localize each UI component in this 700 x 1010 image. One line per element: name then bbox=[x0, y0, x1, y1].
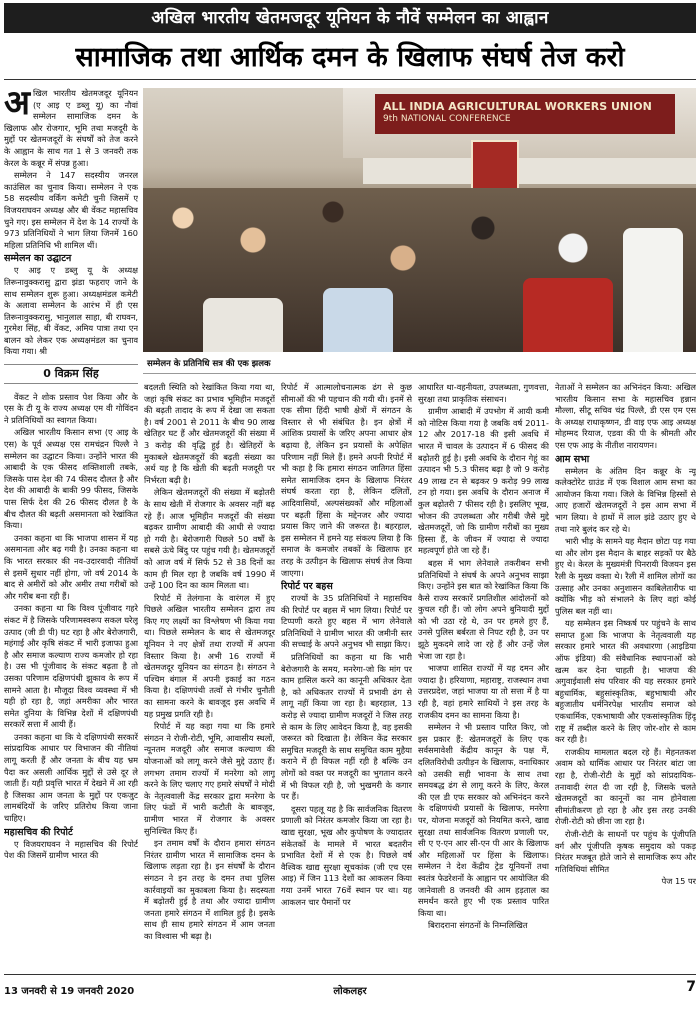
article-paragraph: रिपोर्ट में यह कहा गया था कि हमारे संगठन ने रोजी-रोटी, भूमि, आवासीय स्थलों, न्यूनतम मजदूरी और समाज कल्याण की योजनाओं को लागू करने जैसे मुद्दे उठाए हैं। लगभग तमाम राज्यों में मनरेगा को लागू करने के लिए चलाए गए हमारे संघर्षों ने मोदी के नेतृत्ववाली केंद्र सरकार द्वारा मनरेगा के लिए फंडों में भारी कटौती के बावजूद, ग्रामीण भारत में रोजगार के अवसर सुनिश्चित किए हैं। bbox=[144, 721, 275, 836]
conference-photo bbox=[143, 88, 696, 352]
dais-table bbox=[363, 158, 696, 184]
article-paragraph: सम्मेलन ने 147 सदस्यीय जनरल काउंसिल का चुनाव किया। सम्मेलन ने एक 58 सदस्यीय वर्किंग कमेटी चुनी जिसमें ए विजयराघवन अध्यक्ष और बी वेंकट महासचिव चुने गए। इस सम्मेलन में देश के 14 राज्यों के 973 प्रतिनिधियों ने भाग लिया जिनमें 160 महिला प्रतिनिधि भी शामिल थीं। bbox=[4, 170, 138, 250]
article-paragraph: उनका कहना था कि ये दक्षिणपंथी सरकारें सांप्रदायिक आधार पर विभाजन की नीतियां लागू करती हैं और जनता के बीच यह भ्रम पैदा कर असली आर्थिक मुद्दों से उसे दूर ले जाती हैं। यही प्रवृत्ति भारत में देखने में आ रही है जिसका आम जनता के मुद्दों पर एकजुट लामबंदियों के जरिए प्रतिरोध किया जाना चाहिए। bbox=[4, 731, 138, 824]
subheading: महासचिव की रिपोर्ट bbox=[4, 826, 73, 838]
article-paragraph: उनका कहना था कि भाजपा शासन में यह असमानता और बढ़ गयी है। उनका कहना था कि भारत सरकार की नव-उदारवादी नीतियों से इसमें सुधार नहीं होगा, जो वर्ष 2014 के बाद से अमीरों को और अमीर तथा गरीबों को और गरीब बना रही हैं। bbox=[4, 532, 138, 601]
delegate-figure bbox=[203, 298, 283, 352]
article-column-5 bbox=[555, 382, 696, 966]
article-paragraph: बिरादराना संगठनों के निम्नलिखित bbox=[428, 920, 528, 931]
page-footer bbox=[4, 974, 696, 1006]
article-paragraph: रिपोर्ट में आत्मालोचनात्मक ढंग से कुछ सीमाओं की भी पहचान की गयी थी। इनमें से एक सीमा हिंदी भाषी क्षेत्रों में संगठन के विस्तार से भी संबंधित है। इन क्षेत्रों में आंशिक प्रयासों के जरिए अपना आधार क्षेत्र बढ़ाया है, लेकिन इन प्रयासों के अपेक्षित परिणाम नहीं मिले हैं। हमने अपनी रिपोर्ट में भी कहा है कि हमारा संगठन जातिगत हिंसा समेत सामाजिक दमन के खिलाफ निरंतर संघर्ष करता रहा है, लेकिन दलितों, आदिवासियों, अल्पसंख्यकों और महिलाओं पर बढ़ती हिंसा के मद्देनजर और ज्यादा प्रयास किए जाने की जरूरत है। बहरहाल, इस सम्मेलन में हमने यह संकल्प लिया है कि समाज के कमजोर तबकों के खिलाफ हर तरह के उत्पीड़न के खिलाफ संघर्ष तेज किया जाएगा। bbox=[281, 382, 412, 578]
byline: 0 विक्रम सिंह bbox=[4, 364, 138, 384]
article-paragraph: राज्यों के 35 प्रतिनिधियों ने महासचिव की रिपोर्ट पर बहस में भाग लिया। रिपोर्ट पर टिप्पणी करते हुए बहस में भाग लेनेवाले प्रतिनिधियों ने ग्रामीण भारत की जमीनी स्तर की सच्चाई के अपने अनुभव भी साझा किए। bbox=[281, 593, 412, 650]
article-paragraph: सम्मेलन के अंतिम दिन कन्नूर के न्यू कलेक्टोरेट ग्राउंड में एक विशाल आम सभा का आयोजन किया गया। जिले के विभिन्न हिस्सों से आए हजारों खेतमजदूरों ने इस आम सभा में भाग लिया। वे हाथों में लाल झंडे उठाए हुए थे तथा नारे बुलंद कर रहे थे। bbox=[555, 465, 696, 534]
article-paragraph: इन तमाम वर्षों के दौरान हमारा संगठन निरंतर ग्रामीण भारत में सामाजिक दमन के खिलाफ लड़ता रहा है। इन संघर्षों के दौरान संगठन ने इन तरह के दमन तथा पुलिस कार्रवाइयों का मुकाबला किया है। सदस्यता में बढ़ोतरी हुई है तथा और ज्यादा ग्रामीण जनता हमारे संगठन में शामिल हुई है। इसके साथ ही साथ हमारे संगठन में आम जनता का विश्वास भी बढ़ा है। bbox=[144, 838, 275, 941]
article-paragraph: वेंकट ने शोक प्रस्ताव पेश किया और के एस के टी यू के राज्य अध्यक्ष एम वी गोविंदन ने प्रतिनिधियों का स्वागत किया। bbox=[4, 391, 138, 425]
article-paragraph: अखिल भारतीय किसान सभा (ए आइ के एस) के पूर्व अध्यक्ष एस रामचंद्रन पिल्लै ने सम्मेलन का उद्घाटन किया। उन्होंने भारत की आबादी के एक फीसद शक्तिशाली तबके, जिसके पास देश की 74 फीसद दौलत है और देश की आबादी के बाकी 99 फीसद, जिसके पास सिर्फ देश की 26 फीसद दौलत है के बीच दौलत की बढ़ती असमानता को रेखांकित किया। bbox=[4, 427, 138, 531]
article-paragraph: सम्मेलन ने भी प्रस्ताव पारित किए, जो इस प्रकार हैं: खेतमजदूरों के लिए एक सर्वसमावेशी केंद्रीय कानून के पक्ष में, दलितविरोधी उत्पीड़न के खिलाफ, वनाधिकार को उसकी सही भावना के साथ तथा समयबद्ध ढंग से लागू करने के लिए, केरल की एल डी एफ सरकार को अभिनंदन करने के दक्षिणपंथी प्रयासों के खिलाफ, मनरेगा पर, योजना मजदूरों को नियमित करने, खाद्य सुरक्षा तथा सार्वजनिक वितरण प्रणाली पर, सी ए ए-एन आर सी-एन पी आर के खिलाफ और महिलाओं पर हिंसा के खिलाफ। सम्मेलन ने देश केंद्रीय ट्रेड यूनियनों तथा स्वतंत्र फेडरेशनों के आह्वान पर आयोजित की जानेवाली 8 जनवरी की आम हड़ताल का समर्थन करते हुए भी एक प्रस्ताव पारित किया था। bbox=[418, 722, 549, 918]
article-paragraph: ग्रामीण आबादी में उपभोग में आयी कमी को नोटिस किया गया है जबकि वर्ष 2011-12 और 2017-18 की इसी अवधि में भारत में चावल के उत्पादन में 6 फीसद की बढ़ोतरी हुई है। इसी अवधि के दौरान गेहूं का उत्पादन भी 5.3 फीसद बढ़ा है जो 9 करोड़ 49 लाख टन से बढ़कर 9 करोड़ 99 लाख टन हो गया। इस अवधि के दौरान अनाज में कुल बढ़ोतरी 7 फीसद रही है। इसलिए भूख, भोजन की उपलब्धता और गरीबी जैसे मुद्दे खेतमजदूरों, जो कि ग्रामीण गरीबों का मुख्य हिस्सा हैं, के जीवन में ज्यादा से ज्यादा महत्वपूर्ण होते जा रहे हैं। bbox=[418, 406, 549, 556]
article-paragraph: दूसरा पहलू यह है कि सार्वजनिक वितरण प्रणाली को निरंतर कमजोर किया जा रहा है। खाद्य सुरक्षा, भूख और कुपोषण के ज्यादातर संकेतकों के मामले में भारत बदतरीन प्रभावित देशों में से एक है। पिछले वर्ष वैश्विक खाद्य सुरक्षा सूचकांक (जी एच एस आइ) में जिन 113 देशों का आकलन किया गया उनमें भारत 76वें स्थान पर था। यह आकलन चार पैमानों पर bbox=[281, 803, 412, 907]
article-paragraph: ए विजयराघवन ने महासचिव की रिपोर्ट पेश की जिसमें ग्रामीण भारत की bbox=[4, 838, 138, 861]
article-paragraph: अखिल भारतीय खेतमजदूर यूनियन (ए आइ ए डब्लु यू) का नौवां सम्मेलन सामाजिक दमन के खिलाफ और रोजगार, भूमि तथा मजदूरी के मुद्दों पर खेतमजदूरों के संघर्षों को तेज करने के आह्वान के साथ गत 1 से 3 जनवरी तक केरल के कन्नूर में संपन्न हुआ। bbox=[4, 88, 138, 168]
delegate-figure bbox=[623, 228, 683, 352]
article-paragraph: राजकीय मामलात बदल रहे हैं। मेहनतकश अवाम को धार्मिक आधार पर निरंतर बांटा जा रहा है, रोजी-रोटी के मुद्दों को सांप्रदायिक-तनावादी रंगत दी जा रही है, जिसके चलते खेतमजदूरों का कानूनों का नाम होनेवाला सीमांतीकरण हो रहा है और इस तरह उनकी रोजी-रोटी को छीना जा रहा है। bbox=[555, 746, 696, 827]
article-paragraph: उनका कहना था कि विश्व पूंजीवाद गहरे संकट में है जिसके परिणामस्वरूप सकल घरेलू उत्पाद (जी डी पी) घट रहा है और बेरोजगारी, महंगाई और कृषि संकट में भारी इजाफा हुआ है और समाज कल्याण राज्य कमजोर हो रहा है। उस भी पूंजीवाद के संकट बढ़ता है तो उसका परिणाम दक्षिणपंथी झुकाव के रूप में सामने आता है। मौजूदा विश्व व्यवस्था में भी यही हो रहा है, जहां अमरीका और भारत समेत दुनिया के विभिन्न देशों में दक्षिणपंथी सरकारें सत्ता में आयी हैं। bbox=[4, 603, 138, 730]
article-paragraph: प्रतिनिधियों का कहना था कि भारी बेरोजगारी के समय, मनरेगा-जो कि मांग पर काम हासिल करने का कानूनी अधिकार देता है, को अधिकतर राज्यों में प्रभावी ढंग से लागू नहीं किया जा रहा है। बहरहाल, 13 करोड़ से ज्यादा ग्रामीण मजदूरों ने जिस तरह से काम के लिए आवेदन किया है, वह इसकी जरूरत को दिखाता है। लेकिन केंद्र सरकार समुचित मजदूरी के साथ समुचित काम मुहैया कराने में ही विफल नहीं रही है बल्कि उन लोगों को वक्त पर मजदूरी का भुगतान करने में भी विफल रही है, जो भुखमरी के कगार पर हैं। bbox=[281, 652, 412, 802]
article-paragraph: लेकिन खेतमजदूरों की संख्या में बढ़ोतरी के साथ खेती में रोजगार के अवसर नहीं बढ़ रहे हैं। आज भूमिहीन मजदूरों की संख्या बढ़कर ग्रामीण आबादी की आधी से ज्यादा हो गयी है। बेरोजगारी पिछले 50 वर्षों के सबसे ऊंचे बिंदु पर पहुंच गयी है। खेतमजदूरों को आज वर्ष में सिर्फ 52 से 38 दिनों का काम ही मिल रहा है जबकि वर्ष 1990 में उन्हें 100 दिन का काम मिलता था। bbox=[144, 487, 275, 591]
top-banner: अखिल भारतीय खेतमजदूर यूनियन के नौवें सम्मेलन का आह्वान bbox=[4, 3, 696, 33]
stage-banner: ALL INDIA AGRICULTURAL WORKERS UNION 9th NATIONAL CONFERENCE bbox=[375, 94, 675, 134]
subheading: आम सभा bbox=[555, 453, 590, 465]
article-paragraph: यह सम्मेलन इस निष्कर्ष पर पहुंचने के साथ समाप्त हुआ कि भाजपा के नेतृत्ववाली यह सरकार हमारे भारत की अवधारणा (आइडिया ऑफ इंडिया) की संवैधानिक स्थापनाओं को खत्म कर देना चाहती है। भाजपा की अगुवाईवाली संघ परिवार की यह सरकार हमारे बहुधार्मिक, बहुसांस्कृतिक, बहुभाषायी और बहुजातीय धर्मनिरपेक्ष भारतीय समाज को एकधार्मिक, एकभाषायी और एकसांस्कृतिक हिंदू राष्ट्र में तब्दील करने के लिए जोर-शोर से काम कर रही है। bbox=[555, 618, 696, 745]
article-paragraph: ए आइ ए डब्लु यू के अध्यक्ष तिरूनावुक्करासु द्वारा झंडा फहराए जाने के साथ सम्मेलन शुरू हुआ। अध्यक्षमंडल कमेटी के अलावा सम्मेलन के आरंभ में ही एस तिरूनावुक्करासु, भानुलाल साहा, बी राघवन, गुरमेश सिंह, बी वेंकट, अमिय पात्रा तथा एन बालन को लेकर एक अध्यक्षमंडल का चुनाव किया गया। श्री bbox=[4, 265, 138, 357]
article-paragraph: आधारित था-वहनीयता, उपलब्धता, गुणवत्ता, सुरक्षा तथा प्राकृतिक संसाधन। bbox=[418, 382, 549, 404]
subheading: सम्मेलन का उद्घाटन bbox=[4, 253, 72, 265]
article-paragraph: नेताओं ने सम्मेलन का अभिनंदन किया: अखिल भारतीय किसान सभा के महासचिव हन्नान मौल्ला, सीटू सचिव चंद्र पिल्लै, डी एस एम एस के अध्यक्ष राधाकृष्णन, डी वाइ एफ आइ अध्यक्ष मोहम्मद रियाज, एडवा की पी के श्रीमती और एस एफ आइ के नीतीश नारायणन। bbox=[555, 382, 696, 450]
article-paragraph: बदलती स्थिति को रेखांकित किया गया था, जहां कृषि संकट का प्रभाव भूमिहीन मजदूरों की बढ़ती तादाद के रूप में देखा जा सकता है। वर्ष 2001 से 2011 के बीच 90 लाख खेतिहर घट हैं और खेतमजदूरों की संख्या में 3 करोड़ की वृद्धि हुई है। खेतिहरों के मुकाबले खेतमजदूरों की बढ़ती संख्या का अर्थ यह है कि खेती की बढ़ती मजदूरी पर निर्भरता बढ़ी है। bbox=[144, 382, 275, 485]
newspaper-name: लोकलहर bbox=[333, 986, 367, 997]
photo-caption: सम्मेलन के प्रतिनिधि सत्र की एक झलक bbox=[143, 354, 696, 374]
page-number: 7 bbox=[686, 979, 696, 995]
continued-note: पेज 15 पर bbox=[661, 876, 696, 887]
article-column-4 bbox=[418, 382, 549, 966]
article-paragraph: रिपोर्ट में तेलंगाना के वारंगल में हुए पिछले अखिल भारतीय सम्मेलन द्वारा तय किए गए लक्ष्यों का विश्लेषण भी किया गया था। पिछले सम्मेलन के बाद से खेतमजदूर यूनियन ने नए क्षेत्रों तथा राज्यों में अपना विस्तार किया है। अभी 16 राज्यों में खेतमजदूर यूनियन का संगठन है। संगठन ने पश्चिम बंगाल में अपनी इकाई का गठन किया है। दक्षिणपंथी तत्वों से गंभीर चुनौती का सामना करने के बावजूद इस अवधि में यह प्रमुख प्रगति रही है। bbox=[144, 592, 275, 719]
article-paragraph: भारी भीड़ के सामने यह मैदान छोटा पड़ गया था और लोग इस मैदान के बाहर सड़कों पर बैठे हुए थे। केरल के मुख्यमंत्री पिनरायी विजयन इस रैली के मुख्य वक्ता थे। रैली में शामिल लोगों का उत्साह और उनका अनुशासन काबिलेतारीफ था क्योंकि भीड़ को संभालने के लिए वहां कोई पुलिस बल नहीं था। bbox=[555, 536, 696, 616]
article-column-3 bbox=[281, 382, 412, 966]
article-paragraph: भाजपा शासित राज्यों में यह दमन और ज्यादा है। हरियाणा, महाराष्ट्र, राजस्थान तथा उत्तरप्रदेश, जहां भाजपा या तो सत्ता में है या रही है, वहां हमारे साथियों ने इस तरह के राजकीय दमन का सामना किया है। bbox=[418, 663, 549, 720]
article-paragraph: रोजी-रोटी के साधनों पर पहुंच के पूंजीपति वर्ग और पूंजीपति कृषक समुदाय को पकड़ निरंतर मजबूत होते जाने से सामाजिक रूप और गतिविधियां सीमित bbox=[555, 828, 696, 874]
audience bbox=[143, 188, 696, 352]
issue-date: 13 जनवरी से 19 जनवरी 2020 bbox=[4, 986, 135, 997]
delegate-figure bbox=[523, 278, 613, 352]
drop-cap: अ bbox=[4, 88, 30, 123]
delegate-figure bbox=[323, 288, 393, 352]
article-column-1 bbox=[4, 88, 138, 966]
headline: सामाजिक तथा आर्थिक दमन के खिलाफ संघर्ष तेज करो bbox=[4, 36, 696, 80]
article-paragraph: बहस में भाग लेनेवाले तकरीबन सभी प्रतिनिधियों ने संघर्ष के अपने अनुभव साझा किए। उन्होंने इस बात को रेखांकित किया कि कैसे राज्य सरकारें प्रगतिशील आंदोलनों को कुचल रही हैं। जो लोग अपने बुनियादी मुद्दों को भी उठा रहे थे, उन पर हमले हुए हैं, उनसे पुलिस बर्बरता से निपट रही है, उन पर झूठे मुकदमे लादे जा रहे हैं और उन्हें जेल भेजा जा रहा है। bbox=[418, 557, 549, 661]
article-column-2 bbox=[144, 382, 275, 966]
subheading: रिपोर्ट पर बहस bbox=[281, 581, 333, 593]
